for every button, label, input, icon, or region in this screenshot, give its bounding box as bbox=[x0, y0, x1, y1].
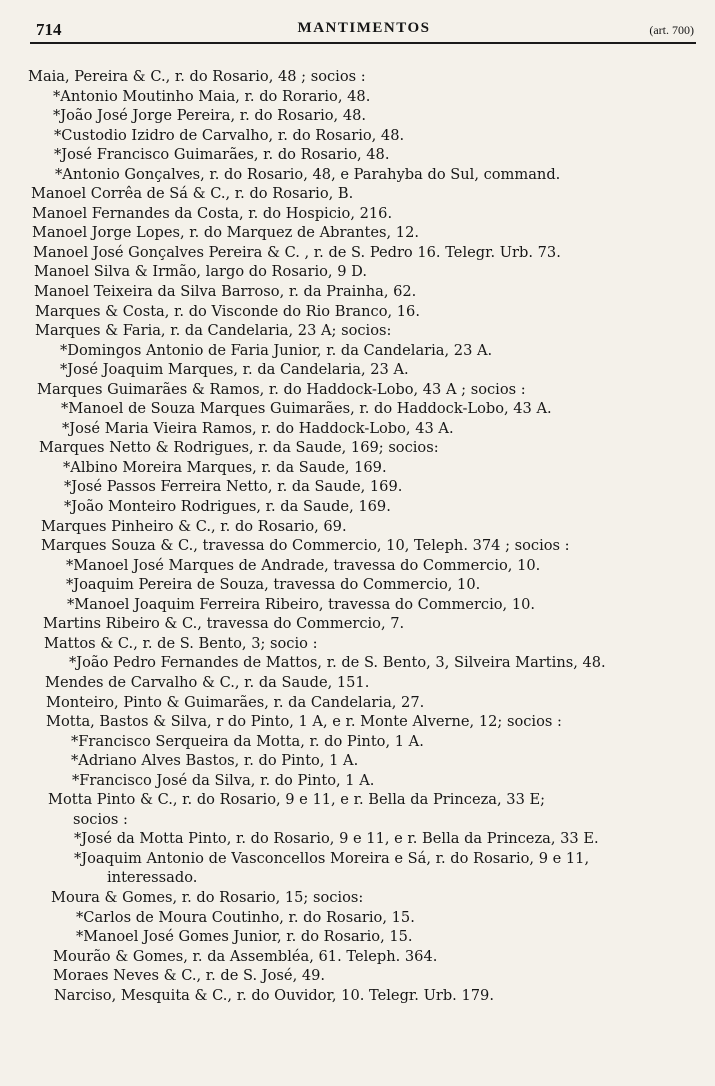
entry-line: Marques Netto & Rodrigues, r. da Saude, 169; socios: bbox=[39, 439, 439, 457]
entry-line: Monteiro, Pinto & Guimarães, r. da Candelaria, 27. bbox=[46, 693, 425, 711]
partner-line: *Antonio Gonçalves, r. do Rosario, 48, e Parahyba do Sul, command. bbox=[55, 165, 561, 183]
partner-line: *Carlos de Moura Coutinho, r. do Rosario, 15. bbox=[76, 908, 415, 926]
partner-line: *Domingos Antonio de Faria Junior, r. da Candelaria, 23 A. bbox=[60, 341, 493, 359]
entry-line: Mourão & Gomes, r. da Assembléa, 61. Teleph. 364. bbox=[53, 947, 438, 965]
entry-line: Marques & Faria, r. da Candelaria, 23 A; socios: bbox=[35, 322, 392, 340]
partner-line: *Custodio Izidro de Carvalho, r. do Rosario, 48. bbox=[54, 126, 405, 144]
partner-line: *José Joaquim Marques, r. da Candelaria, 23 A. bbox=[60, 361, 409, 379]
entry-line: Motta Pinto & C., r. do Rosario, 9 e 11, e r. Bella da Princeza, 33 E; bbox=[48, 791, 546, 809]
entry-line: Mendes de Carvalho & C., r. da Saude, 151. bbox=[45, 673, 370, 691]
entry-line: Manoel Fernandes da Costa, r. do Hospicio, 216. bbox=[32, 204, 393, 222]
partner-line: *João Pedro Fernandes de Mattos, r. de S. Bento, 3, Silveira Martins, 48. bbox=[69, 654, 606, 672]
partner-line: *Francisco Serqueira da Motta, r. do Pinto, 1 A. bbox=[71, 732, 424, 750]
partner-line: *João José Jorge Pereira, r. do Rosario, 48. bbox=[53, 107, 367, 125]
partner-line: *Manoel Joaquim Ferreira Ribeiro, travessa do Commercio, 10. bbox=[67, 595, 536, 613]
entry-line: Motta, Bastos & Silva, r do Pinto, 1 A, e r. Monte Alverne, 12; socios : bbox=[46, 713, 562, 731]
partner-line: *João Monteiro Rodrigues, r. da Saude, 169. bbox=[64, 498, 391, 516]
directory-listing bbox=[0, 67, 715, 1005]
entry-line: Marques Souza & C., travessa do Commercio, 10, Teleph. 374 ; socios : bbox=[41, 537, 570, 555]
entry-line: Moraes Neves & C., r. de S. José, 49. bbox=[53, 967, 326, 985]
entry-line: Narciso, Mesquita & C., r. do Ouvidor, 10. Telegr. Urb. 179. bbox=[54, 986, 494, 1004]
partner-line: *Adriano Alves Bastos, r. do Pinto, 1 A. bbox=[71, 752, 359, 770]
partner-line: *José Maria Vieira Ramos, r. do Haddock-Lobo, 43 A. bbox=[62, 419, 454, 437]
entry-line: Marques & Costa, r. do Visconde do Rio Branco, 16. bbox=[35, 302, 420, 320]
entry-line: Manoel Jorge Lopes, r. do Marquez de Abrantes, 12. bbox=[32, 224, 420, 242]
partner-line: *Manoel José Marques de Andrade, travessa do Commercio, 10. bbox=[66, 556, 541, 574]
partner-line: *José Francisco Guimarães, r. do Rosario, 48. bbox=[54, 146, 390, 164]
entry-line: Manoel José Gonçalves Pereira & C. , r. de S. Pedro 16. Telegr. Urb. 73. bbox=[33, 243, 561, 261]
page-header bbox=[30, 20, 698, 42]
page-title: MANTIMENTOS bbox=[297, 20, 431, 36]
entry-line: Marques Pinheiro & C., r. do Rosario, 69. bbox=[41, 517, 347, 535]
partner-line: interessado. bbox=[107, 869, 198, 887]
partner-line: *Antonio Moutinho Maia, r. do Rorario, 48. bbox=[53, 87, 371, 105]
entry-line: Manoel Silva & Irmão, largo do Rosario, 9 D. bbox=[34, 263, 367, 281]
entry-line: Mattos & C., r. de S. Bento, 3; socio : bbox=[44, 634, 318, 652]
entry-line: Marques Guimarães & Ramos, r. do Haddock-Lobo, 43 A ; socios : bbox=[37, 380, 526, 398]
partner-line: *Manoel José Gomes Junior, r. do Rosario, 15. bbox=[76, 928, 413, 946]
header-rule bbox=[30, 42, 696, 44]
partner-line: *José da Motta Pinto, r. do Rosario, 9 e 11, e r. Bella da Princeza, 33 E. bbox=[74, 830, 599, 848]
partner-line: *José Passos Ferreira Netto, r. da Saude, 169. bbox=[64, 478, 403, 496]
page-number: 714 bbox=[36, 20, 62, 39]
partner-line: *Joaquim Pereira de Souza, travessa do Commercio, 10. bbox=[66, 576, 481, 594]
partner-line: *Francisco José da Silva, r. do Pinto, 1 A. bbox=[72, 771, 375, 789]
article-reference: (art. 700) bbox=[649, 23, 694, 37]
partner-line: *Albino Moreira Marques, r. da Saude, 169. bbox=[63, 458, 387, 476]
entry-line: Manoel Teixeira da Silva Barroso, r. da Prainha, 62. bbox=[34, 283, 417, 301]
entry-line: Moura & Gomes, r. do Rosario, 15; socios: bbox=[51, 888, 364, 906]
partner-line: *Joaquim Antonio de Vasconcellos Moreira e Sá, r. do Rosario, 9 e 11, bbox=[74, 849, 590, 867]
entry-line: Martins Ribeiro & C., travessa do Commercio, 7. bbox=[43, 615, 405, 633]
entry-line: Maia, Pereira & C., r. do Rosario, 48 ; socios : bbox=[28, 68, 366, 85]
entry-line: Manoel Corrêa de Sá & C., r. do Rosario, B. bbox=[31, 185, 354, 203]
partner-line: socios : bbox=[73, 810, 128, 828]
partner-line: *Manoel de Souza Marques Guimarães, r. do Haddock-Lobo, 43 A. bbox=[61, 400, 552, 418]
